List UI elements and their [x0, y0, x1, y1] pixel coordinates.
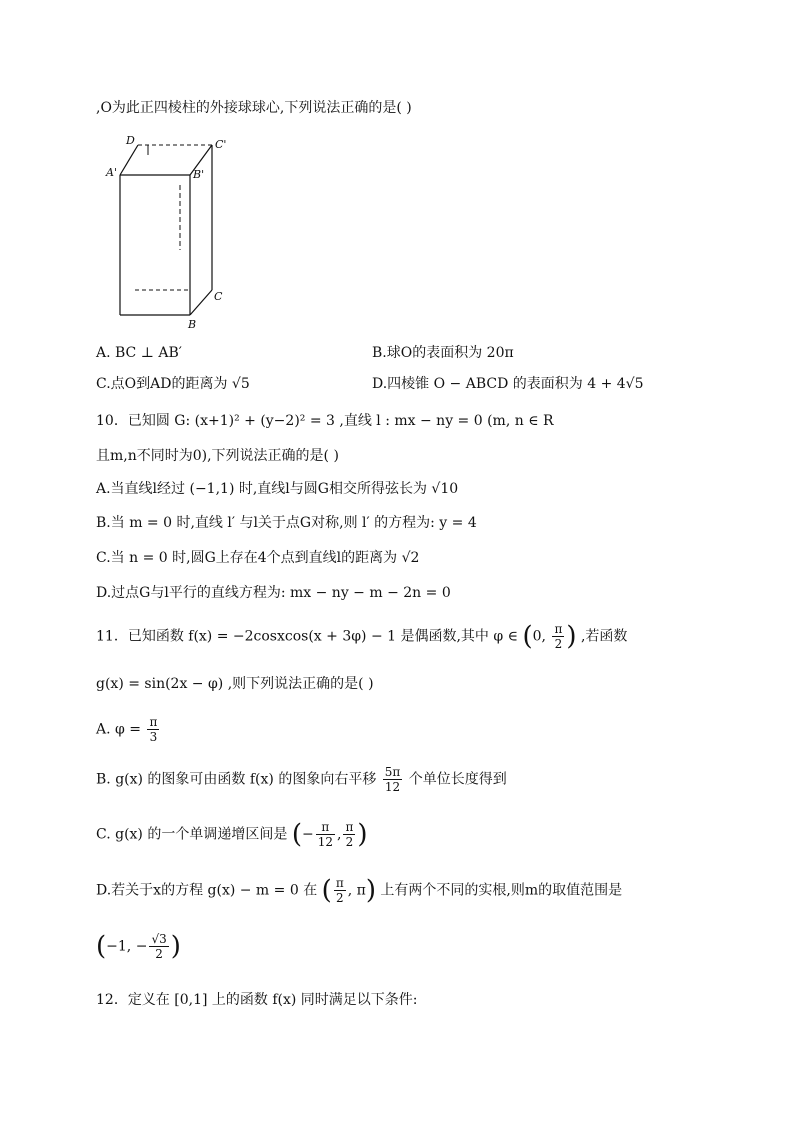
q12-stem: 12．定义在 [0,1] 上的函数 f(x) 同时满足以下条件:	[96, 992, 418, 1008]
q10-option-a: A.当直线l经过 (−1,1) 时,直线l与圆G相交所得弦长为 √10	[96, 481, 459, 497]
q11-interval-frac: $\frac{\pi}{2}$	[554, 622, 563, 651]
label-a-prime: A'	[106, 166, 117, 179]
q11-c-frac1: $\frac{\pi}{12}$	[317, 820, 333, 849]
label-c: C	[214, 290, 223, 303]
q11-option-d-line1: D.若关于x的方程 g(x) − m = 0 在 ( $\frac{\pi}{2}$ , π) 上有两个不同的实根,则m的取值范围是	[96, 875, 623, 906]
q10-option-b: B.当 m = 0 时,直线 l′ 与l关于点G对称,则 l′ 的方程为: y = 4	[96, 515, 477, 531]
q9-option-d: D.四棱锥 O − ABCD 的表面积为 4 + 4√5	[372, 376, 644, 392]
q11-interval-start: 0,	[532, 628, 546, 645]
q11-stem-line1: 11．已知函数 f(x) = −2cosxcos(x + 3φ) − 1 是偶函数,其中 φ ∈ (0, $\frac{\pi}{2}$ ) ,若函数	[96, 621, 628, 652]
q11-c-frac2: $\frac{\pi}{2}$	[345, 820, 354, 849]
q10-option-d: D.过点G与l平行的直线方程为: mx − ny − m − 2n = 0	[96, 585, 451, 601]
q11-option-c: C. g(x) 的一个单调递增区间是 (− $\frac{\pi}{12}$ , $\frac{\pi}{2}$ )	[96, 819, 368, 850]
q9-option-a: A. BC ⊥ AB′	[96, 345, 182, 361]
label-c-prime: C'	[215, 138, 227, 151]
label-d: D	[126, 134, 135, 147]
q11-d-frac: $\frac{\pi}{2}$	[335, 876, 344, 905]
q9-stem: ,O为此正四棱柱的外接球球心,下列说法正确的是( )	[96, 100, 412, 116]
q10-stem-line1: 10．已知圆 G: (x+1)² + (y−2)² = 3 ,直线 l : mx − ny = 0 (m, n ∈ R	[96, 413, 554, 429]
q11-b-frac: $\frac{5\pi}{12}$	[384, 765, 401, 794]
q11-stem-line2: g(x) = sin(2x − φ) ,则下列说法正确的是( )	[96, 676, 374, 692]
q11-stem-text: 11．已知函数 f(x) = −2cosxcos(x + 3φ) − 1 是偶函数,其中 φ ∈	[96, 628, 519, 645]
q9-option-c: C.点O到AD的距离为 √5	[96, 376, 250, 392]
q11-option-b: B. g(x) 的图象可由函数 f(x) 的图象向右平移 $\frac{5\pi}{12}$ 个单位长度得到	[96, 765, 507, 794]
prism-figure	[100, 130, 240, 330]
label-b: B	[188, 318, 197, 330]
q10-stem-line2: 且m,n不同时为0),下列说法正确的是( )	[96, 448, 339, 464]
q11-a-frac: $\frac{\pi}{3}$	[149, 715, 158, 744]
q11-option-a: A. φ = $\frac{\pi}{3}$	[96, 715, 158, 744]
q9-option-b: B.球O的表面积为 20π	[372, 345, 514, 361]
label-b-prime: B'	[193, 168, 205, 181]
q10-option-c: C.当 n = 0 时,圆G上存在4个点到直线l的距离为 √2	[96, 550, 420, 566]
q11-stem-tail: ,若函数	[580, 628, 628, 645]
q11-d2-frac: $\frac{√3}{2}$	[151, 932, 167, 961]
q11-option-d-line2: (−1, − $\frac{√3}{2}$ )	[96, 931, 181, 962]
